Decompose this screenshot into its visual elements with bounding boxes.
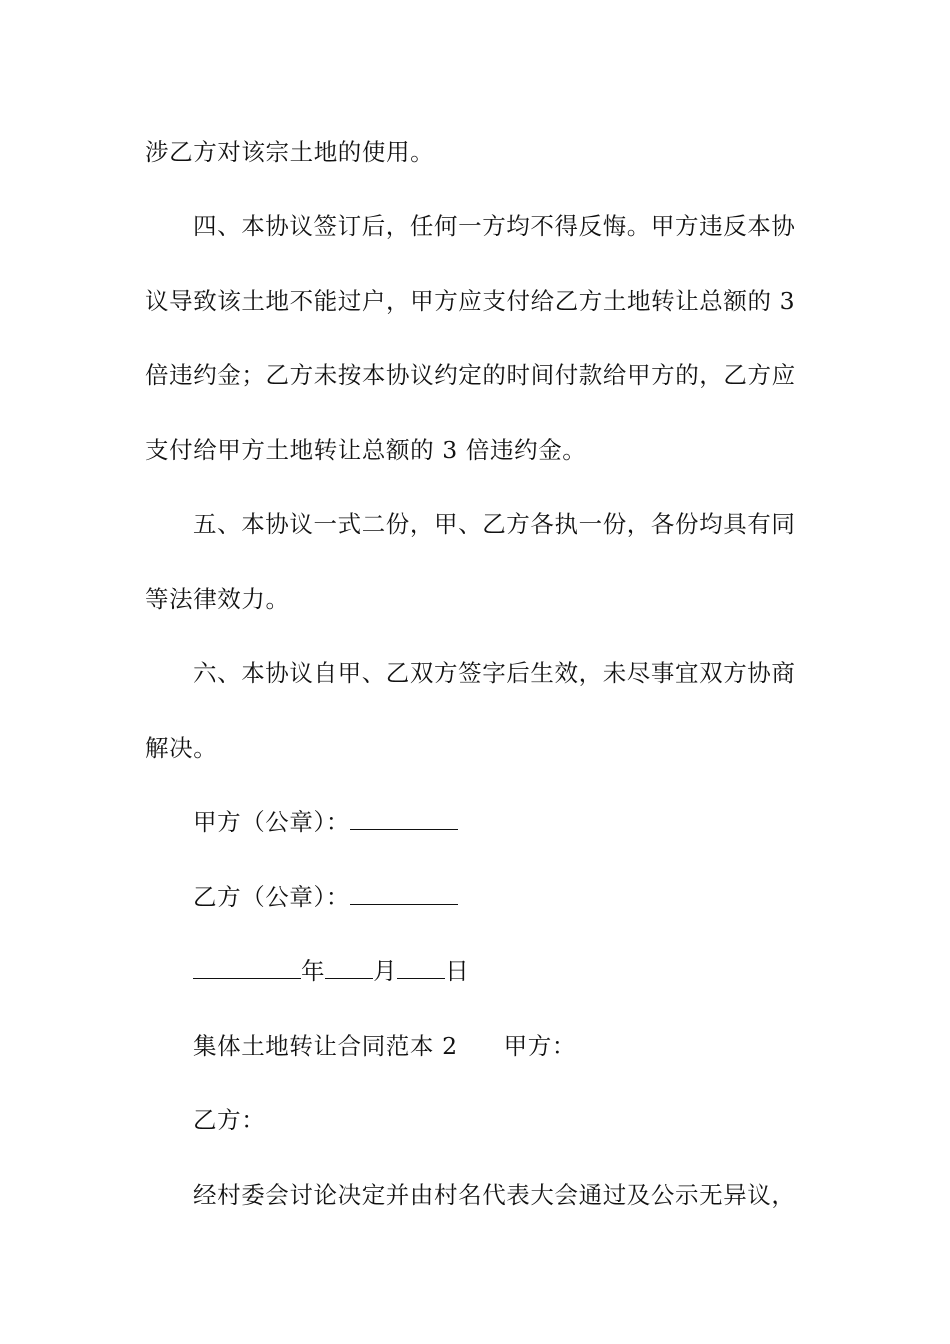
party-a-seal-blank[interactable] [350,807,458,830]
text-line: 议导致该土地不能过户，甲方应支付给乙方土地转让总额的 3 [145,287,796,315]
year-label: 年 [301,957,326,985]
month-blank[interactable] [325,956,373,979]
party-a-seal-label: 甲方（公章）： [193,808,350,836]
text-line: 解决。 [145,734,218,762]
year-blank[interactable] [193,956,301,979]
text-line: 倍违约金；乙方未按本协议约定的时间付款给甲方的，乙方应 [145,361,796,389]
section-2-party-a: 甲方： [503,1032,576,1060]
text-line: 支付给甲方土地转让总额的 3 倍违约金。 [145,436,587,464]
clause-5-line: 五、本协议一式二份，甲、乙方各执一份，各份均具有同 [193,510,796,538]
month-label: 月 [373,957,398,985]
text-line: 等法律效力。 [145,585,290,613]
party-b-seal-line [193,881,810,913]
party-b-seal-blank[interactable] [350,882,458,905]
text-line: 涉乙方对该宗土地的使用。 [145,138,435,166]
party-a-seal-line [193,806,810,838]
section-2-intro: 经村委会讨论决定并由村名代表大会通过及公示无异议， [193,1181,796,1209]
section-2-party-b: 乙方： [193,1106,266,1134]
day-blank[interactable] [397,956,445,979]
section-2-title: 集体土地转让合同范本 2 [193,1032,458,1060]
clause-4-line: 四、本协议签订后，任何一方均不得反悔。甲方违反本协 [193,212,796,240]
clause-6-line: 六、本协议自甲、乙双方签字后生效，未尽事宜双方协商 [193,659,796,687]
party-b-seal-label: 乙方（公章）： [193,883,350,911]
date-line [193,955,810,987]
section-2-heading-line [193,1030,810,1062]
day-label: 日 [445,957,470,985]
